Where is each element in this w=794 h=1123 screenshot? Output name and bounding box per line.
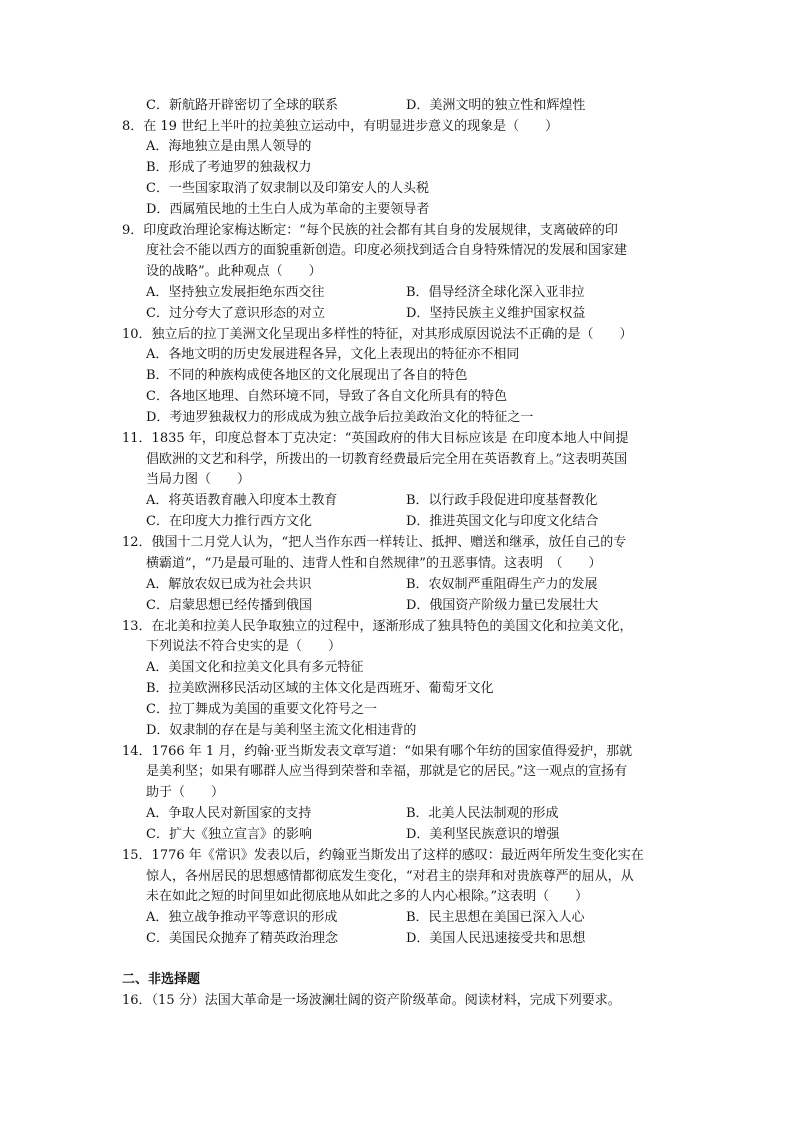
q15-option-b: B．民主思想在美国已深入人心 — [406, 910, 585, 925]
q11-option-b: B．以行政手段促进印度基督教化 — [406, 493, 598, 508]
q10-option-b: B．不同的种族构成使各地区的文化展现出了各自的特色 — [146, 368, 468, 383]
q15-stem-line-1: 15．1776 年《常识》发表以后，约翰亚当斯发出了这样的感叹：最近两年所发生变化实在 — [122, 848, 644, 863]
q13-stem-line-2: 下列说法不符合史实的是（ ） — [146, 639, 342, 654]
q14-option-c: C．扩大《独立宣言》的影响 — [146, 827, 312, 842]
q12-option-a: A．解放农奴已成为社会共识 — [146, 577, 312, 592]
q10-option-a: A．各地文明的历史发展进程各异，文化上表现出的特征亦不相同 — [146, 347, 520, 362]
q9-stem-line-1: 9．印度政治理论家梅达断定：“每个民族的社会都有其自身的发展规律，支离破碎的印 — [122, 223, 618, 238]
q12-stem-line-2: 横霸道”，“乃是最可耻的、违背人性和自然规律”的丑恶事情。这表明 （ ） — [146, 556, 602, 571]
q13-stem-line-1: 13．在北美和拉美人民争取独立的过程中，逐渐形成了独具特色的美国文化和拉美文化， — [122, 619, 633, 634]
q8-option-d: D．西属殖民地的土生白人成为革命的主要领导者 — [146, 202, 430, 217]
q8-option-b: B．形成了考迪罗的独裁权力 — [146, 160, 312, 175]
q9-stem-line-2: 度社会不能以西方的面貌重新创造。印度必须找到适合自身特殊情况的发展和国家建 — [146, 243, 628, 258]
q16-stem: 16．（15 分）法国大革命是一场波澜壮阔的资产阶级革命。阅读材料，完成下列要求。 — [122, 993, 621, 1008]
q11-option-a: A．将英语教育融入印度本土教育 — [146, 493, 338, 508]
q7-option-d: D．美洲文明的独立性和辉煌性 — [406, 98, 586, 113]
q10-option-c: C．各地区地理、自然环境不同，导致了各自文化所具有的特色 — [146, 389, 507, 404]
q9-option-c: C．过分夸大了意识形态的对立 — [146, 306, 325, 321]
q13-option-d: D．奴隶制的存在是与美利坚主流文化相违背的 — [146, 723, 417, 738]
q11-stem-line-1: 11．1835 年，印度总督本丁克决定：“英国政府的伟大目标应该是 在印度本地人中间提 — [122, 431, 629, 446]
q15-stem-line-3: 未在如此之短的时间里如此彻底地从如此之多的人内心根除。”这表明（ ） — [146, 889, 589, 904]
q14-stem-line-1: 14．1766 年 1 月，约翰·亚当斯发表文章写道：“如果有哪个年纺的国家值得爱护，那就 — [122, 744, 633, 759]
section-heading: 二、非选择题 — [122, 972, 201, 987]
q15-stem-line-2: 惊人，各州居民的思想感情都彻底发生变化，“对君主的崇拜和对贵族尊严的屈从，从 — [146, 869, 634, 884]
q11-stem-line-3: 当局力图（ ） — [146, 472, 251, 487]
q7-option-c: C．新航路开辟密切了全球的联系 — [146, 98, 338, 113]
q11-option-c: C．在印度大力推行西方文化 — [146, 514, 312, 529]
q8-option-a: A．海地独立是由黑人领导的 — [146, 139, 312, 154]
q14-option-a: A．争取人民对新国家的支持 — [146, 806, 312, 821]
q12-stem-line-1: 12．俄国十二月党人认为，“把人当作东西一样转让、抵押、赠送和继承，放任自己的专 — [122, 535, 627, 550]
q8-stem: 8．在 19 世纪上半叶的拉美独立运动中，有明显进步意义的现象是（ ） — [122, 119, 559, 134]
q12-option-d: D．俄国资产阶级力量已发展壮大 — [406, 598, 599, 613]
q9-stem-line-3: 设的战略”。此种观点（ ） — [146, 264, 322, 279]
q13-option-c: C．拉丁舞成为美国的重要文化符号之一 — [146, 702, 377, 717]
q11-stem-line-2: 倡欧洲的文艺和科学，所拨出的一切教育经费最后完全用在英语教育上。”这表明英国 — [146, 452, 628, 467]
q14-option-b: B．北美人民法制观的形成 — [406, 806, 559, 821]
q9-option-b: B．倡导经济全球化深入亚非拉 — [406, 285, 585, 300]
q10-option-d: D．考迪罗独裁权力的形成成为独立战争后拉美政治文化的特征之一 — [146, 410, 534, 425]
q9-option-d: D．坚持民族主义维护国家权益 — [406, 306, 586, 321]
q12-option-b: B．农奴制严重阻碍生产力的发展 — [406, 577, 598, 592]
q12-option-c: C．启蒙思想已经传播到俄国 — [146, 598, 312, 613]
q15-option-d: D．美国人民迅速接受共和思想 — [406, 931, 586, 946]
q14-stem-line-3: 助于（ ） — [146, 785, 225, 800]
q11-option-d: D．推进英国文化与印度文化结合 — [406, 514, 599, 529]
q15-option-c: C．美国民众抛弃了精英政治理念 — [146, 931, 338, 946]
q9-option-a: A．坚持独立发展拒绝东西交往 — [146, 285, 325, 300]
q13-option-b: B．拉美欧洲移民活动区域的主体文化是西班牙、葡萄牙文化 — [146, 681, 494, 696]
q13-option-a: A．美国文化和拉美文化具有多元特征 — [146, 660, 364, 675]
q14-option-d: D．美利坚民族意识的增强 — [406, 827, 560, 842]
q14-stem-line-2: 是美利坚；如果有哪群人应当得到荣誉和幸福，那就是它的居民。”这一观点的宣扬有 — [146, 764, 628, 779]
q15-option-a: A．独立战争推动平等意识的形成 — [146, 910, 338, 925]
q10-stem: 10．独立后的拉丁美洲文化呈现出多样性的特征，对其形成原因说法不正确的是（ ） — [122, 327, 633, 342]
q8-option-c: C．一些国家取消了奴隶制以及印第安人的人头税 — [146, 181, 429, 196]
